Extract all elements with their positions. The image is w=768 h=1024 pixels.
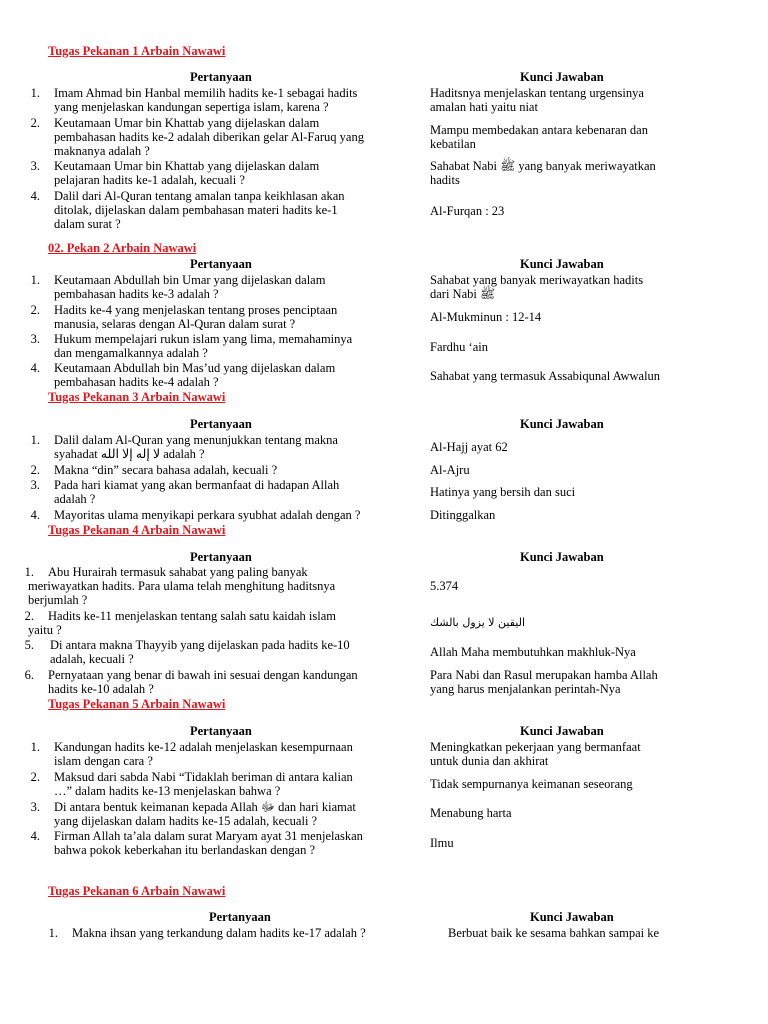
item-number: 4.: [30, 189, 40, 203]
answer-line: Haditsnya menjelaskan tentang urgensinya: [430, 86, 644, 100]
question-line: ditolak, dijelaskan dalam pembahasan materi hadits ke-1: [54, 203, 338, 217]
answer-header: Kunci Jawaban: [530, 910, 614, 924]
question-line: maknanya adalah ?: [54, 144, 150, 158]
question-line: Dalil dalam Al-Quran yang menunjukkan tentang makna: [54, 433, 338, 447]
answer-line: Menabung harta: [430, 806, 512, 820]
item-number: 2.: [24, 609, 34, 623]
section-title: Tugas Pekanan 5 Arbain Nawawi: [48, 697, 226, 711]
question-line: Firman Allah ta’ala dalam surat Maryam ayat 31 menjelaskan: [54, 829, 363, 843]
section-title: 02. Pekan 2 Arbain Nawawi: [48, 241, 197, 255]
question-header: Pertanyaan: [190, 70, 252, 84]
question-line: pembahasan hadits ke-3 adalah ?: [54, 287, 219, 301]
question-line: Abu Hurairah termasuk sahabat yang paling banyak: [48, 565, 308, 579]
question-line: manusia, selaras dengan Al-Quran dalam surat ?: [54, 317, 296, 331]
item-number: 1.: [30, 433, 40, 447]
question-line: pembahasan hadits ke-4 adalah ?: [54, 375, 219, 389]
answer-line: Tidak sempurnanya keimanan seseorang: [430, 777, 633, 791]
section-title: Tugas Pekanan 1 Arbain Nawawi: [48, 44, 226, 58]
question-line: yang dijelaskan dalam hadits ke-15 adalah, kecuali ?: [54, 814, 318, 828]
question-line: Pernyataan yang benar di bawah ini sesuai dengan kandungan: [48, 668, 358, 682]
answer-line: Hatinya yang bersih dan suci: [430, 485, 576, 499]
question-line: bahwa pokok keberkahan itu berlandaskan dengan ?: [54, 843, 316, 857]
question-line: adalah ?: [54, 492, 96, 506]
item-number: 1.: [30, 86, 40, 100]
answer-line: amalan hati yaitu niat: [430, 100, 538, 114]
answer-header: Kunci Jawaban: [520, 724, 604, 738]
answer-line: Al-Mukminun : 12-14: [430, 310, 542, 324]
answer-line: Sahabat yang termasuk Assabiqunal Awwalun: [430, 369, 661, 383]
answer-line: Al-Hajj ayat 62: [430, 440, 508, 454]
answer-line: Ditinggalkan: [430, 508, 496, 522]
answer-line: Mampu membedakan antara kebenaran dan: [430, 123, 648, 137]
item-number: 1.: [24, 565, 34, 579]
answer-line: hadits: [430, 173, 460, 187]
question-line: Hadits ke-4 yang menjelaskan tentang proses penciptaan: [54, 303, 338, 317]
item-number: 4.: [30, 361, 40, 375]
answer-header: Kunci Jawaban: [520, 257, 604, 271]
question-header: Pertanyaan: [190, 550, 252, 564]
answer-header: Kunci Jawaban: [520, 70, 604, 84]
answer-line: Berbuat baik ke sesama bahkan sampai ke: [448, 926, 660, 940]
item-number: 1.: [48, 926, 58, 940]
question-header: Pertanyaan: [209, 910, 271, 924]
item-number: 3.: [30, 159, 40, 173]
item-number: 2.: [30, 303, 40, 317]
answer-header: Kunci Jawaban: [520, 550, 604, 564]
question-line: adalah, kecuali ?: [50, 652, 134, 666]
item-number: 6.: [24, 668, 34, 682]
answer-line: Fardhu ‘ain: [430, 340, 488, 354]
answer-line: Sahabat Nabi ﷺ yang banyak meriwayatkan: [430, 159, 656, 173]
answer-header: Kunci Jawaban: [520, 417, 604, 431]
item-number: 2.: [30, 463, 40, 477]
answer-line: Al-Furqan : 23: [430, 204, 505, 218]
item-number: 1.: [30, 273, 40, 287]
answer-line: Sahabat yang banyak meriwayatkan hadits: [430, 273, 644, 287]
item-number: 2.: [30, 770, 40, 784]
question-line: meriwayatkan hadits. Para ulama telah menghitung haditsnya: [28, 579, 336, 593]
item-number: 3.: [30, 478, 40, 492]
answer-line: dari Nabi ﷺ: [430, 287, 496, 301]
section-title: Tugas Pekanan 4 Arbain Nawawi: [48, 523, 226, 537]
question-header: Pertanyaan: [190, 724, 252, 738]
answer-line: Al-Ajru: [430, 463, 470, 477]
answer-line: untuk dunia dan akhirat: [430, 754, 549, 768]
answer-line: Para Nabi dan Rasul merupakan hamba Allah: [430, 668, 658, 682]
question-line: Di antara bentuk keimanan kepada Allah ﷻ dan hari kiamat: [54, 800, 356, 814]
question-header: Pertanyaan: [190, 257, 252, 271]
question-line: pembahasan hadits ke-2 adalah diberikan gelar Al-Faruq yang: [54, 130, 364, 144]
answer-line: Meningkatkan pekerjaan yang bermanfaat: [430, 740, 641, 754]
question-line: pelajaran hadits ke-1 adalah, kecuali ?: [54, 173, 245, 187]
question-line: Pada hari kiamat yang akan bermanfaat di hadapan Allah: [54, 478, 340, 492]
item-number: 5.: [24, 638, 34, 652]
answer-line: اليقين لا يزول بالشك: [430, 616, 526, 629]
answer-line: 5.374: [430, 579, 459, 593]
question-line: Mayoritas ulama menyikapi perkara syubhat adalah dengan ?: [54, 508, 361, 522]
question-header: Pertanyaan: [190, 417, 252, 431]
question-line: yang menjelaskan kandungan sepertiga islam, karena ?: [54, 100, 329, 114]
question-line: Hadits ke-11 menjelaskan tentang salah satu kaidah islam: [48, 609, 336, 623]
section-title: Tugas Pekanan 3 Arbain Nawawi: [48, 390, 226, 404]
answer-line: Allah Maha membutuhkan makhluk-Nya: [430, 645, 636, 659]
item-number: 4.: [30, 508, 40, 522]
answer-line: Ilmu: [430, 836, 454, 850]
question-line: Dalil dari Al-Quran tentang amalan tanpa keikhlasan akan: [54, 189, 345, 203]
answer-line: yang harus menjalankan perintah-Nya: [430, 682, 621, 696]
question-line: hadits ke-10 adalah ?: [48, 682, 154, 696]
section-title: Tugas Pekanan 6 Arbain Nawawi: [48, 884, 226, 898]
question-line: Keutamaan Umar bin Khattab yang dijelaskan dalam: [54, 159, 320, 173]
question-line: Maksud dari sabda Nabi “Tidaklah beriman di antara kalian: [54, 770, 353, 784]
item-number: 4.: [30, 829, 40, 843]
question-line: Keutamaan Abdullah bin Umar yang dijelaskan dalam: [54, 273, 326, 287]
question-line: Kandungan hadits ke-12 adalah menjelaskan kesempurnaan: [54, 740, 353, 754]
question-line: Makna ihsan yang terkandung dalam hadits ke-17 adalah ?: [72, 926, 366, 940]
question-line: Di antara makna Thayyib yang dijelaskan pada hadits ke-10: [50, 638, 350, 652]
item-number: 2.: [30, 116, 40, 130]
question-line: Hukum mempelajari rukun islam yang lima, memahaminya: [54, 332, 353, 346]
answer-line: kebatilan: [430, 137, 476, 151]
question-line: Makna “din” secara bahasa adalah, kecuali ?: [54, 463, 278, 477]
question-line: dan mengamalkannya adalah ?: [54, 346, 208, 360]
question-line: Keutamaan Umar bin Khattab yang dijelaskan dalam: [54, 116, 320, 130]
question-line: Keutamaan Abdullah bin Mas’ud yang dijelaskan dalam: [54, 361, 336, 375]
question-line: …” dalam hadits ke-13 menjelaskan bahwa ?: [54, 784, 281, 798]
question-line: Imam Ahmad bin Hanbal memilih hadits ke-1 sebagai hadits: [54, 86, 358, 100]
item-number: 3.: [30, 800, 40, 814]
question-line: berjumlah ?: [28, 593, 88, 607]
item-number: 1.: [30, 740, 40, 754]
question-line: islam dengan cara ?: [54, 754, 153, 768]
question-line: yaitu ?: [28, 623, 62, 637]
item-number: 3.: [30, 332, 40, 346]
question-line: dalam surat ?: [54, 217, 121, 231]
question-line: syahadat لا إله إلا الله adalah ?: [54, 447, 205, 461]
